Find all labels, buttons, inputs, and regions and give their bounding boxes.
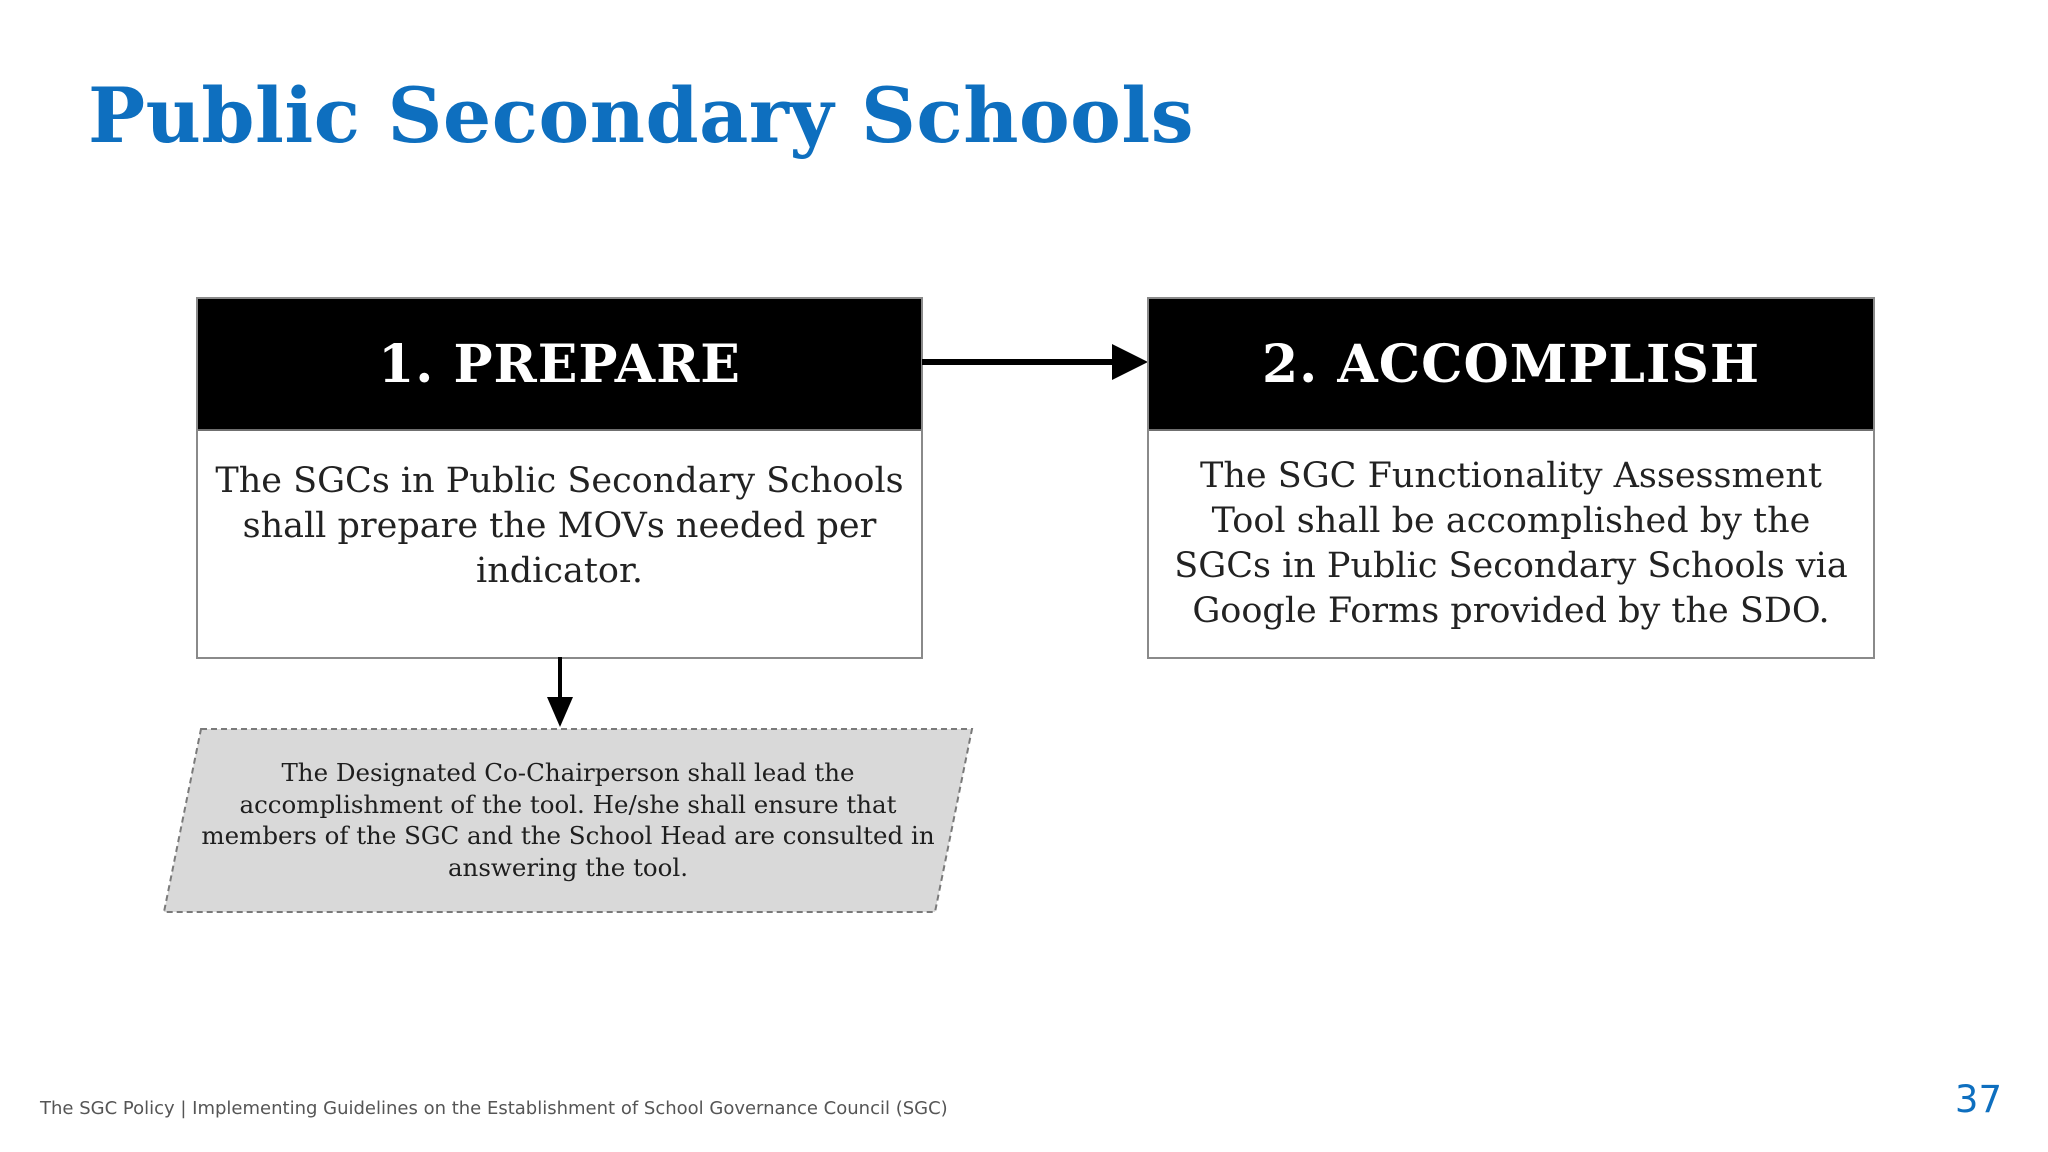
page-number: 37 <box>1954 1078 2002 1121</box>
step-prepare-heading: 1. PREPARE <box>198 299 921 429</box>
arrow-right-connector <box>922 340 1150 384</box>
co-chairperson-note <box>162 727 974 914</box>
step-accomplish-box <box>1147 297 1875 659</box>
step-accomplish-heading: 2. ACCOMPLISH <box>1149 299 1873 429</box>
footer-caption: The SGC Policy | Implementing Guidelines on the Establishment of School Governance Council (SGC) <box>40 1098 948 1119</box>
step-prepare-description: The SGCs in Public Secondary Schools shall prepare the MOVs needed per indicator. <box>198 429 921 657</box>
step-accomplish-description: The SGC Functionality Assessment Tool shall be accomplished by the SGCs in Public Secondary Schools via Google Forms provided by the SDO. <box>1149 429 1873 657</box>
arrow-down-connector <box>544 657 576 729</box>
slide-title: Public Secondary Schools <box>88 71 1194 160</box>
step-prepare-box <box>196 297 923 659</box>
note-text: The Designated Co-Chairperson shall lead the accomplishment of the tool. He/she shall ensure that members of the SGC and the School Head are consulted in answering the tool. <box>201 758 935 882</box>
